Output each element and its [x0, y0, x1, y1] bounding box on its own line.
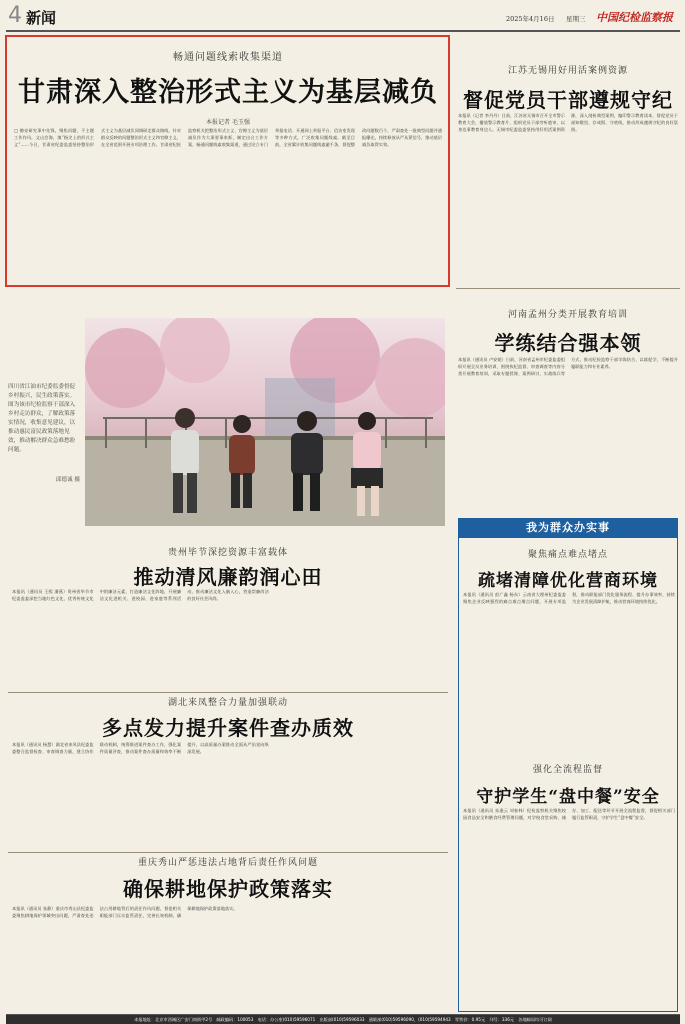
wuxi-kicker: 江苏无锡用好用活案例资源	[507, 66, 628, 76]
wuxi-body: 本报讯（记者 李丹丹）日前，江苏省无锡市召开全市警示教育大会，播放警示教育片，组织党员干部旁听庭审，以身边事教育身边人。无锡市纪委监委坚持用好用活案例资源，深入剖析典型案例，编印警示教育读本，督促党员干部知敬畏、存戒惧、守底线，推动形成遵规守纪的良好氛围。	[458, 113, 678, 132]
xiushan-headline: 确保耕地保护政策落实	[123, 877, 333, 901]
hubei-body: 本报讯（通讯员 杨慧）湖北省来凤县纪委监委整合监督检查、审查调查力量，建立协作联动机制，统筹推进案件查办工作，强化案件质量评查，推动案件查办质量和效率不断提升，以高质量办案推动全面从严治党向纵深发展。	[12, 742, 269, 754]
wuxi-bottom-rule	[456, 288, 680, 289]
xiushan-kicker: 重庆秀山严惩违法占地背后责任作风问题	[137, 858, 318, 868]
issue-weekday: 星期三	[566, 15, 586, 23]
canteen-headline: 守护学生“盘中餐”安全	[476, 787, 660, 807]
wuxi-headline: 督促党员干部遵规守纪	[463, 88, 673, 112]
lead-headline: 甘肃深入整治形式主义为基层减负	[18, 77, 438, 108]
xiushan-body: 本报讯（通讯员 张静）重庆市秀山县纪委监委聚焦耕地保护领域突出问题，严肃查处违法占用耕地背后的责任作风问题，督促相关职能部门压实监管责任，完善长效机制，确保耕地保护政策落地落实。	[12, 906, 238, 918]
canteen-body: 本报讯（通讯员 朱逢云 刘春林）纪检监察机关聚焦校园食品安全和膳食经费管理问题，对学校食堂采购、储存、加工、配送等环节开展全流程监督，督促相关部门履行监管职责，守护学生“盘中餐”安全。	[463, 808, 675, 820]
footer-info: 本报地址：北京市西城区广安门南街甲2号 邮政编码：100053 电话：办公室(010)59596071 出版部(010)59596033 通联部(010)59596090，(010)59594943 零售价：0.95元 刊号：336元 各地邮局均可订阅	[6, 1015, 680, 1024]
bijie-body: 本报讯（通讯员 王熙 潘燕）贵州省毕节市纪委监委深挖当地红色文化、优秀传统文化中的廉洁元素，打造廉洁文化阵地，开展廉洁文化进机关、进校园、进家庭等系列活动，推动廉洁文化入脑入心，营造崇廉尚洁的良好社会风尚。	[12, 589, 269, 601]
photo-caption: 四川省江油市纪委监委督促乡村振兴，民生政策落实。图为该市纪检监察干部深入乡村走访群众，了解政策落实情况，收集意见建议，以推动惠民富民政策落地见效，推动解决群众急难愁盼问题。	[8, 384, 76, 453]
service-banner-title: 我为群众办实事	[526, 521, 610, 534]
photo-credit: 邱德诚 摄	[55, 477, 80, 483]
section-title: 新闻	[26, 9, 57, 27]
hubei-headline: 多点发力提升案件查办质效	[102, 716, 354, 740]
bijie-headline: 推动清风廉韵润心田	[133, 565, 323, 589]
page-header	[0, 0, 685, 30]
photo-scene	[85, 318, 445, 526]
header-rule	[6, 30, 680, 32]
bijie-bottom-rule	[8, 692, 448, 693]
lead-byline: 本报记者 毛玉强	[206, 119, 250, 126]
mengzhou-headline: 学练结合强本领	[494, 331, 642, 355]
bijie-kicker: 贵州毕节深挖资源丰富载体	[167, 548, 288, 558]
lead-kicker: 畅通问题线索收集渠道	[173, 52, 283, 63]
page-number: 4	[8, 3, 22, 28]
paper-logo: 中国纪检监察报	[596, 11, 673, 24]
dali-kicker: 聚焦痛点难点堵点	[527, 550, 608, 560]
dali-body: 本报讯（通讯员 彭广鑫 杨东）云南省大理州纪委监委聚焦企业反映强烈的痛点难点堵点问题，开展专项监督，推动职能部门优化服务流程、提升办事效率，持续为企业发展清障护航，推动营商环境持续优化。	[463, 592, 675, 604]
dali-headline: 疏堵清障优化营商环境	[478, 571, 658, 591]
lead-body: □ 擦亮研究事中先锋，聚焦问题，不主题工作作风，文山会海，填“指尖上的形式主义”……今日，甘肃省纪委监委坚持整治形式主义为基层减负同调研走群众路线，针对群众反映的问题整治形式主义和官僚主义，在全省范围开展专项治理工作。甘肃省纪检监察机关把整治形式主义、官僚主义为基层减负作为大事要事来抓，制定出台工作方案，畅通问题线索收集渠道，通过设立专门举报电话、开通网上举报平台、信访室发现等多种方式，广泛收集问题线索。截至目前，全省累计收集问题线索逾千条，督促整改问题数百个，严肃查处一批典型问题并通报曝光，持续释放从严从紧信号，推动基层减负取得实效。	[14, 128, 442, 147]
hubei-bottom-rule	[8, 852, 448, 853]
hubei-kicker: 湖北来凤整合力量加强联动	[167, 698, 288, 708]
issue-date: 2025年4月16日	[506, 15, 555, 23]
mengzhou-kicker: 河南孟州分类开展教育培训	[507, 310, 628, 320]
canteen-kicker: 强化全流程监督	[532, 765, 603, 775]
news-photo	[85, 318, 445, 526]
service-banner	[458, 518, 678, 538]
mengzhou-body: 本报讯（通讯员 卢安妮）日前，河南省孟州市纪委监委组织开展全员业务培训，围绕执纪监督、审查调查等内容分类开展教育培训，采取专题授课、案例研讨、实战练兵等方式，推动纪检监察干部学练结合、以练促学，不断提升履职能力和专业素养。	[458, 357, 678, 376]
